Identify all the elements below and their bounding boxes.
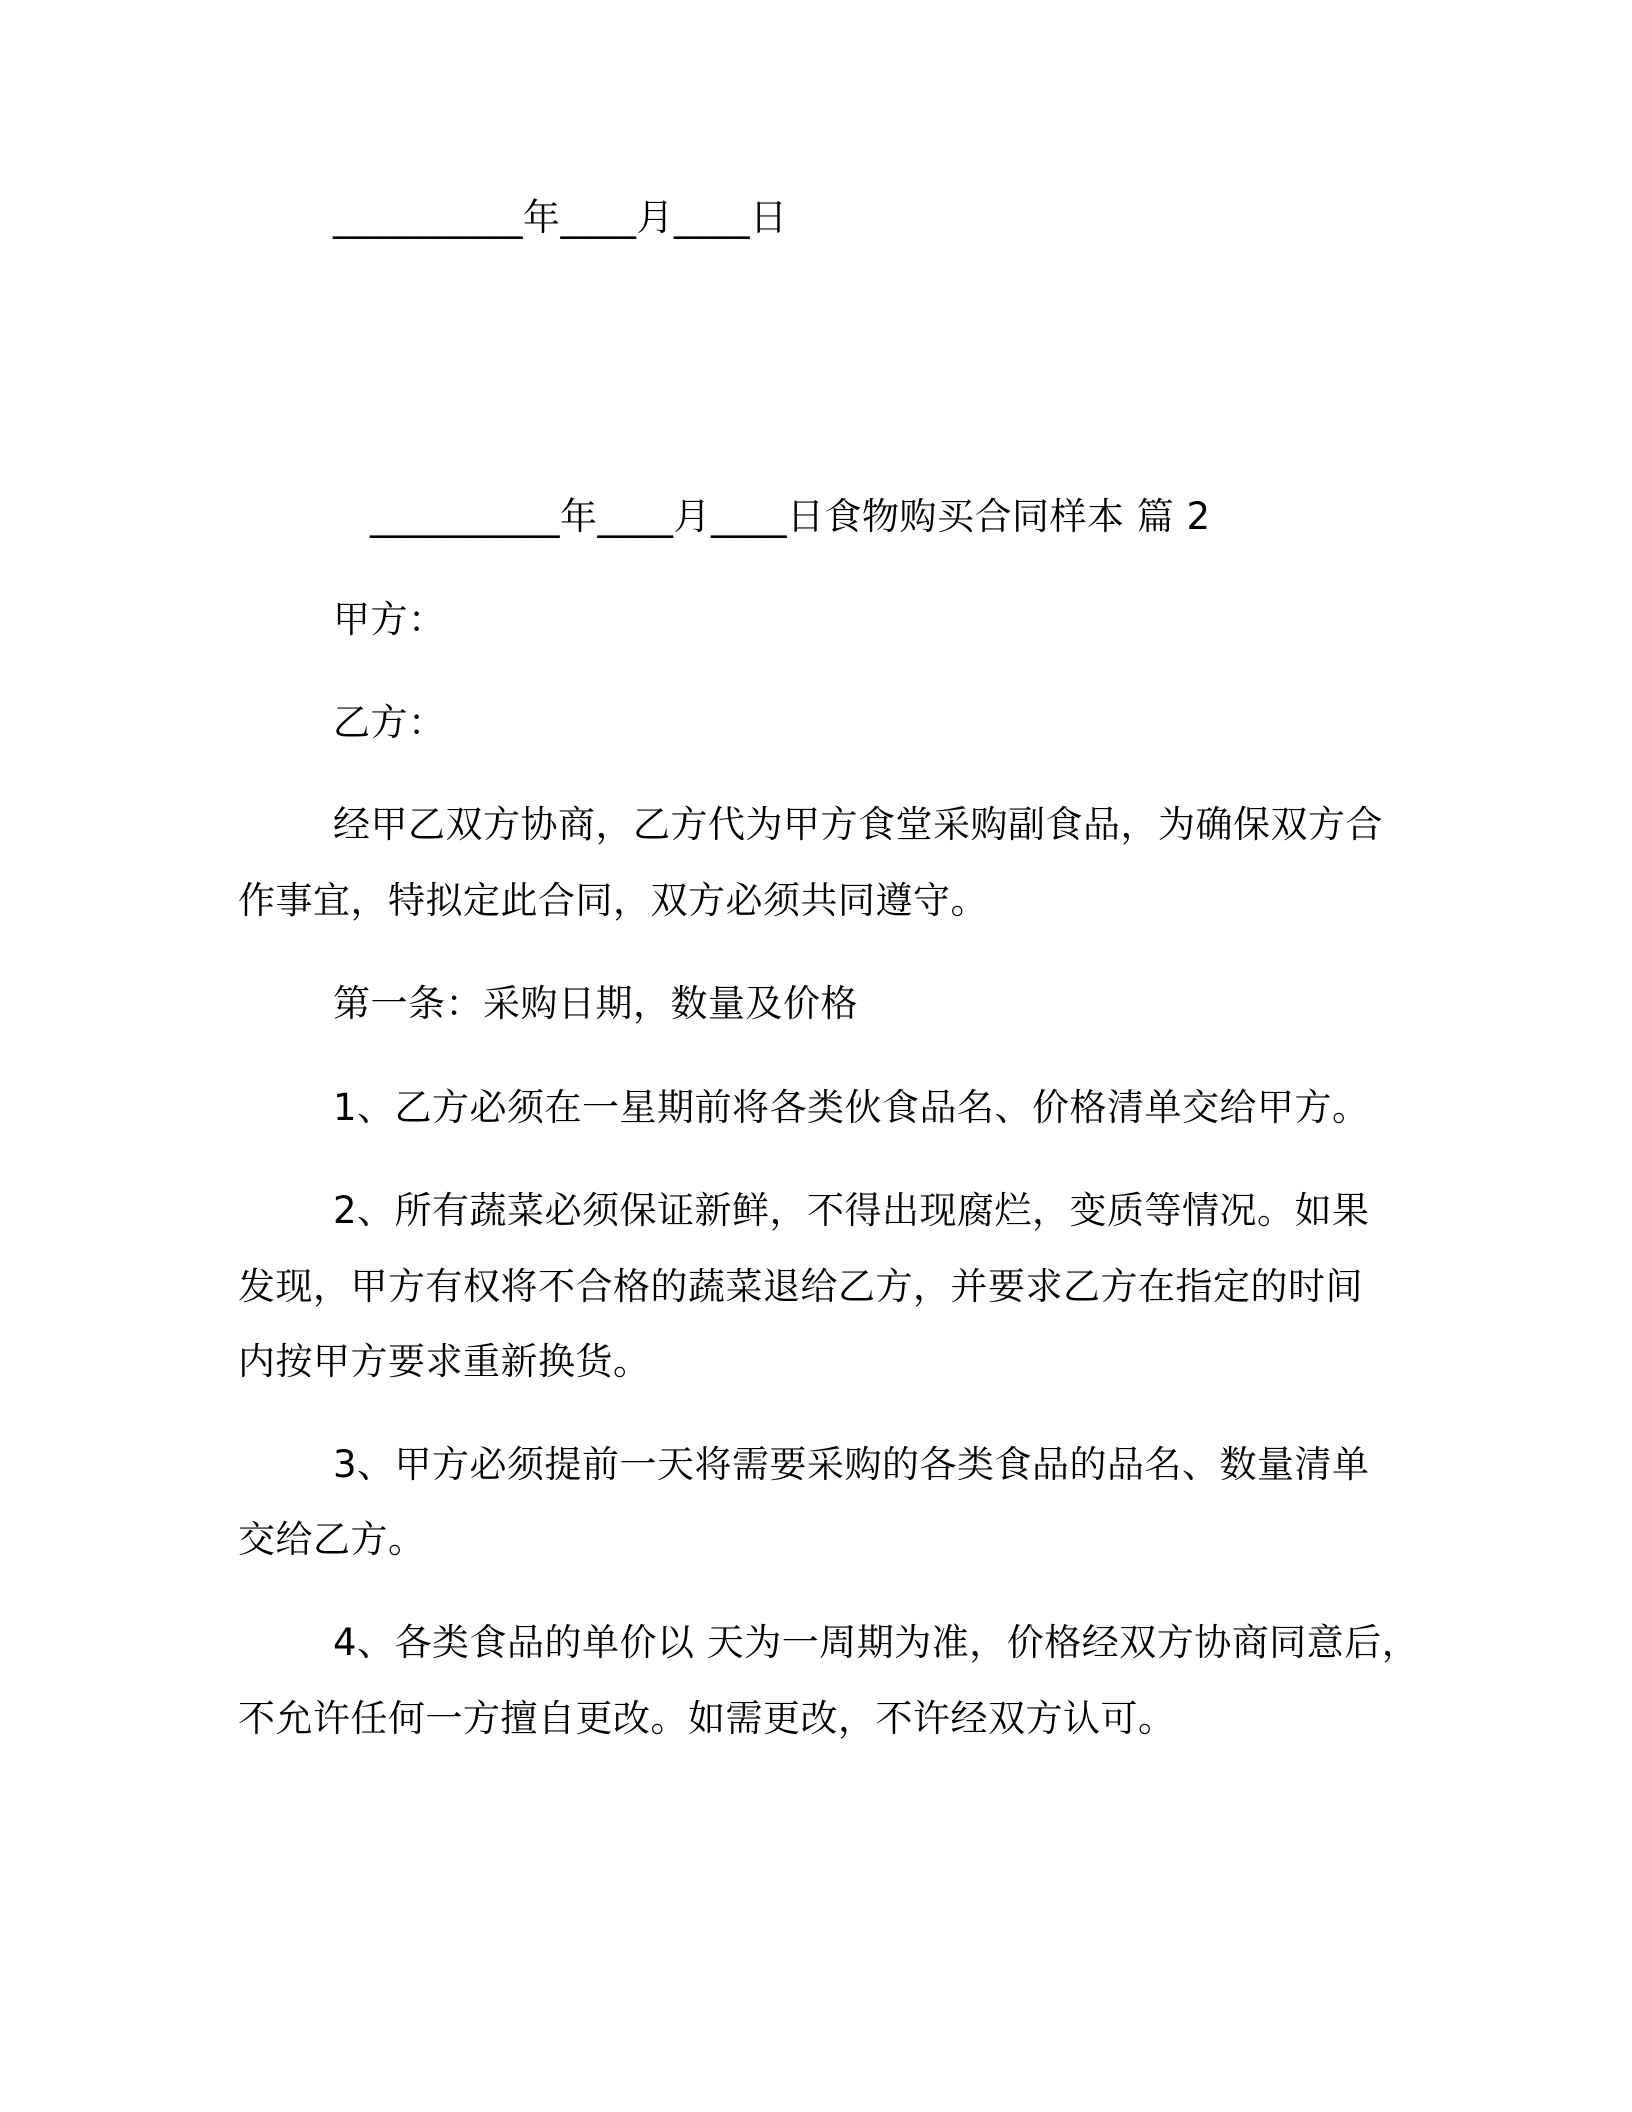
date-line: __________年____月____日 (333, 196, 788, 239)
item2-line-3: 内按甲方要求重新换货。 (238, 1340, 651, 1383)
item2-line-1: 2、所有蔬菜必须保证新鲜，不得出现腐烂，变质等情况。如果 (333, 1189, 1370, 1232)
item3-line-2: 交给乙方。 (238, 1518, 426, 1561)
item3-line-1: 3、甲方必须提前一天将需要采购的各类食品的品名、数量清单 (333, 1443, 1370, 1486)
intro-line-2: 作事宜，特拟定此合同，双方必须共同遵守。 (238, 879, 988, 922)
item4-line-2: 不允许任何一方擅自更改。如需更改，不许经双方认可。 (238, 1697, 1176, 1740)
party-b-label: 乙方： (333, 701, 446, 744)
article1-heading: 第一条：采购日期，数量及价格 (333, 982, 858, 1025)
item4-line-1: 4、各类食品的单价以 天为一周期为准，价格经双方协商同意后， (333, 1621, 1420, 1664)
item2-line-2: 发现，甲方有权将不合格的蔬菜退给乙方，并要求乙方在指定的时间 (238, 1265, 1363, 1308)
document-title: __________年____月____日食物购买合同样本 篇 2 (370, 495, 1211, 538)
item1-line-1: 1、乙方必须在一星期前将各类伙食品名、价格清单交给甲方。 (333, 1086, 1370, 1129)
intro-line-1: 经甲乙双方协商，乙方代为甲方食堂采购副食品，为确保双方合 (333, 803, 1383, 846)
party-a-label: 甲方： (333, 598, 446, 641)
